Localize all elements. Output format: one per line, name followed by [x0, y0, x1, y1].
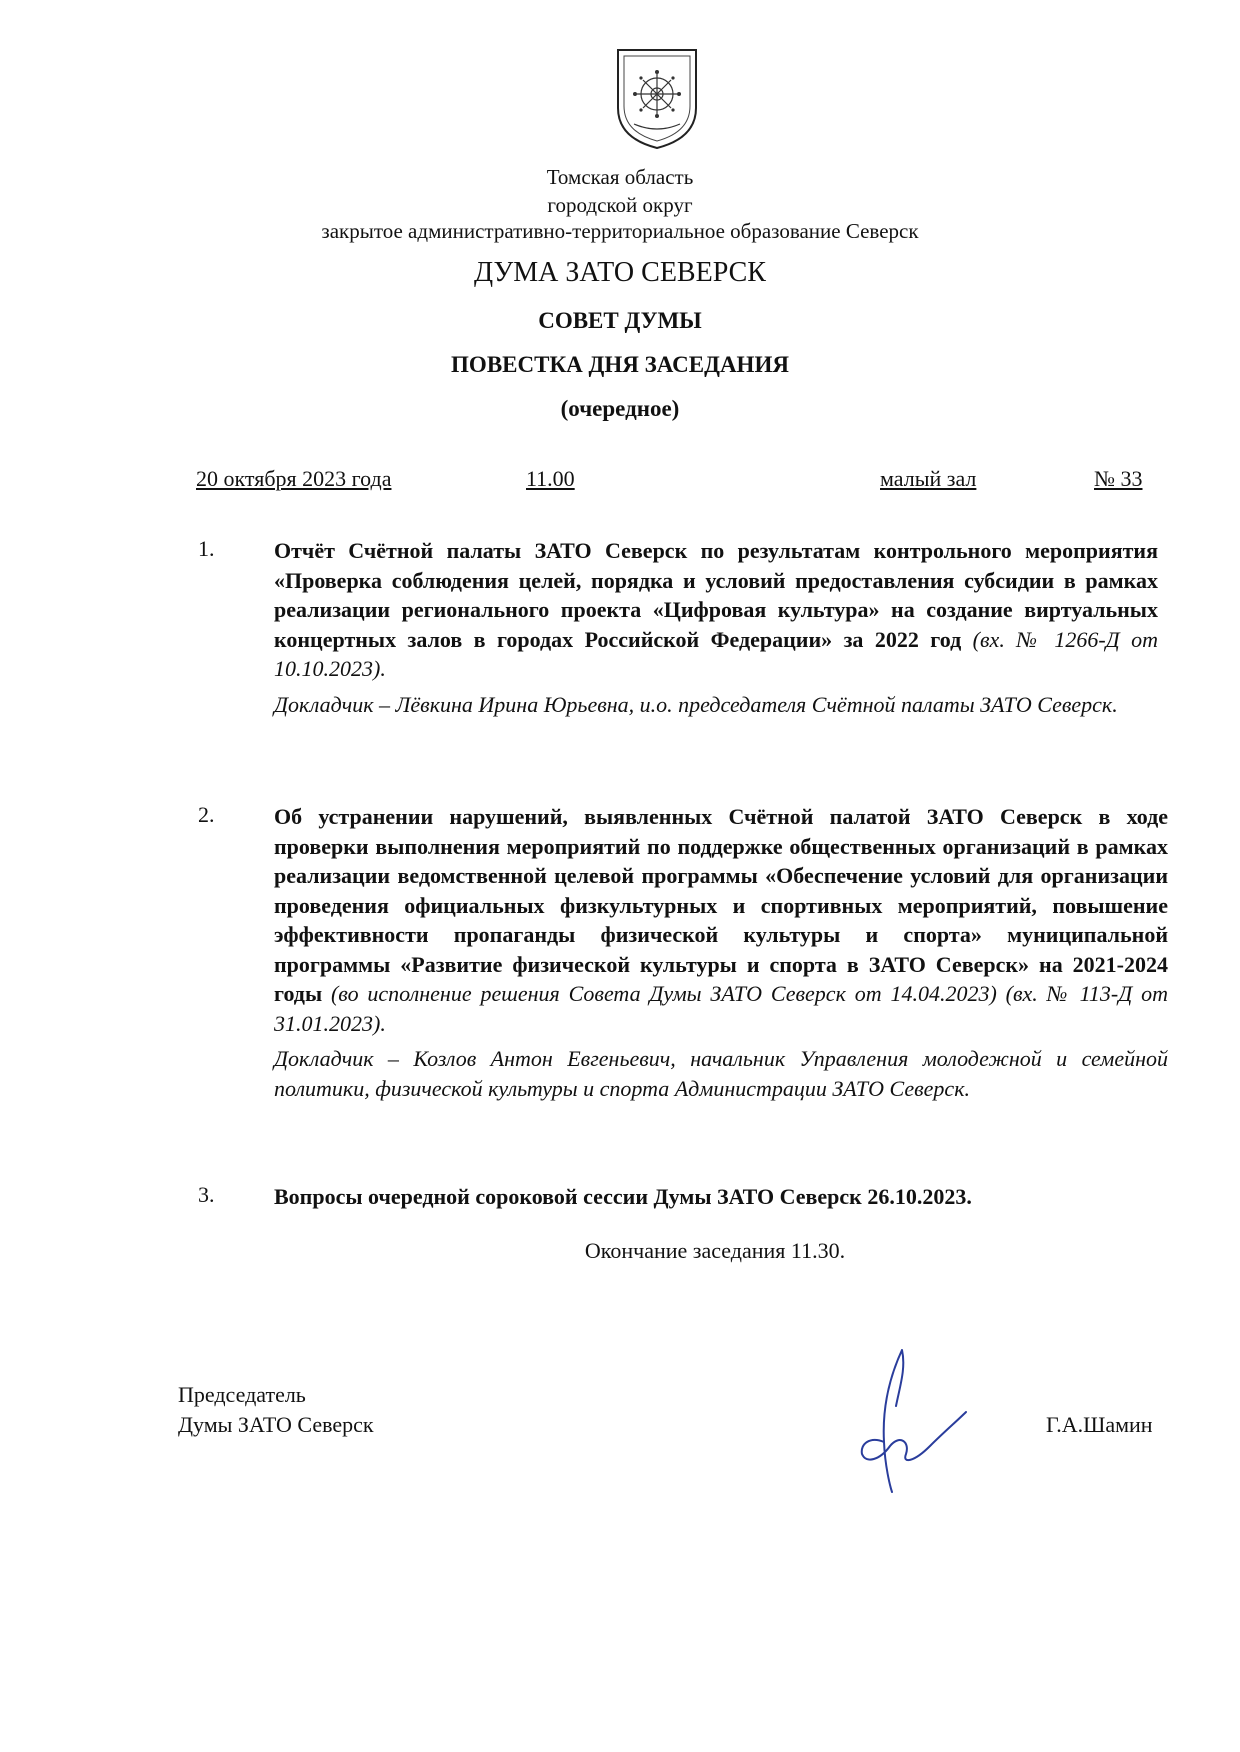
meeting-number: № 33 [1094, 466, 1143, 491]
signatory-position-line2: Думы ЗАТО Северск [178, 1412, 374, 1437]
agenda-item-text [274, 802, 1168, 1038]
agenda-item-note: (вх. № 1266-Д от 10.10.2023). [274, 626, 1158, 681]
agenda-item-speaker: Докладчик – Лёвкина Ирина Юрьевна, и.о. председателя Счётной палаты ЗАТО Северск. [274, 691, 1118, 717]
meeting-date: 20 октября 2023 года [196, 466, 392, 491]
signatory-position-line1: Председатель [178, 1382, 306, 1407]
signatory-name: Г.А.Шамин [1046, 1412, 1153, 1437]
council-title: СОВЕТ ДУМЫ [538, 308, 702, 333]
header-entity: закрытое административно-территориальное образование Северск [321, 219, 919, 243]
handwritten-signature [840, 1346, 970, 1496]
agenda-item-title: Вопросы очередной сороковой сессии Думы ЗАТО Северск 26.10.2023. [274, 1184, 972, 1209]
header-district: городской округ [547, 193, 693, 217]
agenda-item-text [274, 536, 1158, 684]
agenda-item-title: Отчёт Счётной палаты ЗАТО Северск по результатам контрольного мероприятия «Проверка соблюдения целей, порядка и условий предоставления субсидии в рамках реализации регионального проекта «Цифровая культура» на создание виртуальных концертных залов в городах Российской Федерации» за 2022 год [274, 538, 1158, 652]
duma-title: ДУМА ЗАТО СЕВЕРСК [474, 257, 766, 288]
agenda-item-number: 3. [198, 1182, 215, 1207]
agenda-item-speaker: Докладчик – Козлов Антон Евгеньевич, начальник Управления молодежной и семейной политики, физической культуры и спорта Администрации ЗАТО Северск. [274, 1046, 1168, 1101]
agenda-item-note: (во исполнение решения Совета Думы ЗАТО Северск от 14.04.2023) (вх. № 113-Д от 31.01.2023). [274, 981, 1168, 1036]
header-region: Томская область [546, 165, 694, 189]
agenda-title: ПОВЕСТКА ДНЯ ЗАСЕДАНИЯ [451, 352, 789, 377]
meeting-hall: малый зал [880, 466, 977, 491]
signatory-position [178, 1380, 374, 1440]
meeting-kind: (очередное) [560, 396, 680, 421]
agenda-item-number: 2. [198, 802, 215, 827]
meeting-end-time: Окончание заседания 11.30. [584, 1238, 846, 1263]
city-coat-of-arms-icon [614, 46, 700, 152]
meeting-time: 11.00 [526, 466, 575, 491]
agenda-item-title: Об устранении нарушений, выявленных Счётной палатой ЗАТО Северск в ходе проверки выполнения мероприятий по поддержке общественных организаций в рамках реализации ведомственной целевой программы «Обеспечение условий для организации проведения официальных физкультурных и спортивных мероприятий, повышение эффективности пропаганды физической культуры и спорта» муниципальной программы «Развитие физической культуры и спорта в ЗАТО Северск» на 2021-2024 годы [274, 804, 1168, 1006]
agenda-item-number: 1. [198, 536, 215, 561]
